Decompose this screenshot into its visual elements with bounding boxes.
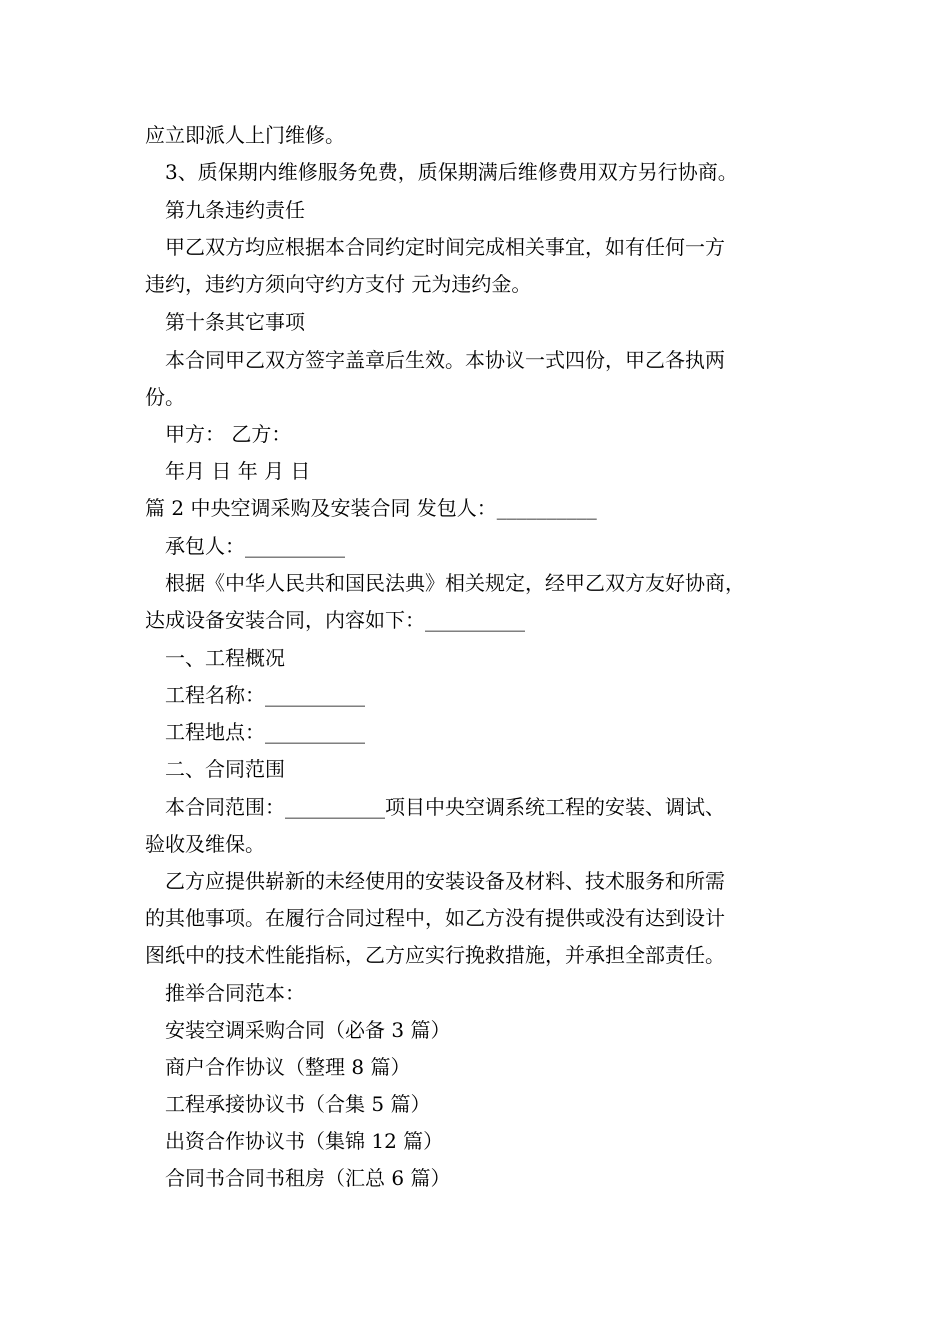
recommend-heading: 推举合同范本： <box>165 981 305 1005</box>
section-heading: 一、工程概况 <box>165 646 285 670</box>
paragraph-line: 验收及维保。 <box>145 832 265 856</box>
paragraph-line: 违约，违约方须向守约方支付 元为违约金。 <box>145 272 532 296</box>
paragraph-line: 根据《中华人民共和国民法典》相关规定，经甲乙双方友好协商， <box>165 571 745 595</box>
signature-line: 甲方： 乙方： <box>165 422 292 446</box>
recommend-link[interactable]: 出资合作协议书（集锦 12 篇） <box>165 1129 444 1153</box>
paragraph-line: 图纸中的技术性能指标，乙方应实行挽救措施，并承担全部责任。 <box>145 943 725 967</box>
paragraph-line: 应立即派人上门维修。 <box>145 123 345 147</box>
section-heading: 第十条其它事项 <box>165 310 305 334</box>
paragraph-line: 本合同甲乙双方签字盖章后生效。本协议一式四份，甲乙各执两 <box>165 348 725 372</box>
paragraph-line: 乙方应提供崭新的未经使用的安装设备及材料、技术服务和所需 <box>165 869 725 893</box>
paragraph-line: 工程地点：__________ <box>165 720 365 744</box>
recommend-link[interactable]: 安装空调采购合同（必备 3 篇） <box>165 1018 451 1042</box>
paragraph-line: 的其他事项。在履行合同过程中，如乙方没有提供或没有达到设计 <box>145 906 725 930</box>
section-heading: 第九条违约责任 <box>165 198 305 222</box>
paragraph-line: 本合同范围：__________项目中央空调系统工程的安装、调试、 <box>165 795 725 819</box>
paragraph-line: 3、质保期内维修服务免费，质保期满后维修费用双方另行协商。 <box>165 160 738 184</box>
paragraph-line: 甲乙双方均应根据本合同约定时间完成相关事宜，如有任何一方 <box>165 235 725 259</box>
paragraph-line: 份。 <box>145 385 185 409</box>
date-line: 年月 日 年 月 日 <box>165 459 311 483</box>
recommend-link[interactable]: 合同书合同书租房（汇总 6 篇） <box>165 1166 451 1190</box>
paragraph-line: 达成设备安装合同，内容如下：__________ <box>145 608 525 632</box>
contract-title-line: 篇 2 中央空调采购及安装合同 发包人：__________ <box>145 496 597 520</box>
section-heading: 二、合同范围 <box>165 757 285 781</box>
paragraph-line: 承包人：__________ <box>165 534 345 558</box>
recommend-link[interactable]: 工程承接协议书（合集 5 篇） <box>165 1092 431 1116</box>
paragraph-line: 工程名称：__________ <box>165 683 365 707</box>
recommend-link[interactable]: 商户合作协议（整理 8 篇） <box>165 1055 411 1079</box>
